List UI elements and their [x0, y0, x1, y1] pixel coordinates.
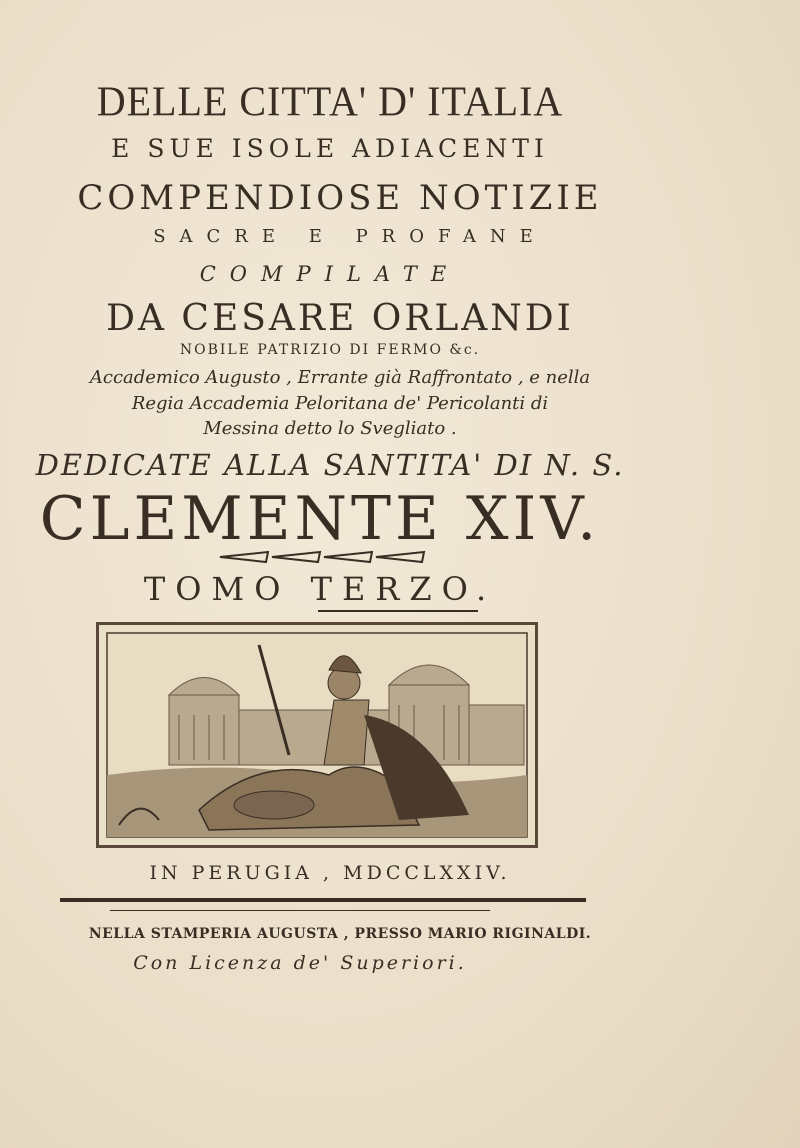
academy-line-3: Messina detto lo Svegliato .	[203, 418, 457, 439]
imprint-rule-thick	[60, 898, 586, 902]
ornament-divider-icon	[218, 548, 428, 566]
title-line-4: SACRE E PROFANE	[153, 226, 547, 247]
title-line-5: COMPILATE	[199, 262, 461, 286]
title-line-3: COMPENDIOSE NOTIZIE	[77, 178, 603, 218]
license: Con Licenza de' Superiori.	[133, 952, 467, 974]
title-line-2: E SUE ISOLE ADIACENTI	[111, 134, 549, 163]
printer: NELLA STAMPERIA AUGUSTA , PRESSO MARIO RIGINALDI.	[88, 926, 592, 942]
academy-line-2: Regia Accademia Peloritana de' Pericolanti di	[131, 393, 549, 414]
imprint-rule-thin	[110, 910, 490, 911]
author-title: NOBILE PATRIZIO DI FERMO &c.	[179, 342, 481, 358]
title-line-1: DELLE CITTA' D' ITALIA	[96, 77, 564, 126]
academy-line-1: Accademico Augusto , Errante già Raffrontato , e nella	[89, 367, 591, 388]
dedication: DEDICATE ALLA SANTITA' DI N. S.	[35, 448, 625, 482]
volume-underline	[318, 610, 478, 612]
engraving-frame	[96, 622, 538, 848]
engraving-illustration-icon	[99, 625, 535, 845]
imprint: IN PERUGIA , MDCCLXXIV.	[149, 862, 511, 884]
volume-label: TOMO TERZO.	[143, 570, 497, 608]
author-name: DA CESARE ORLANDI	[106, 298, 574, 339]
pope-name: CLEMENTE XIV.	[39, 484, 601, 554]
